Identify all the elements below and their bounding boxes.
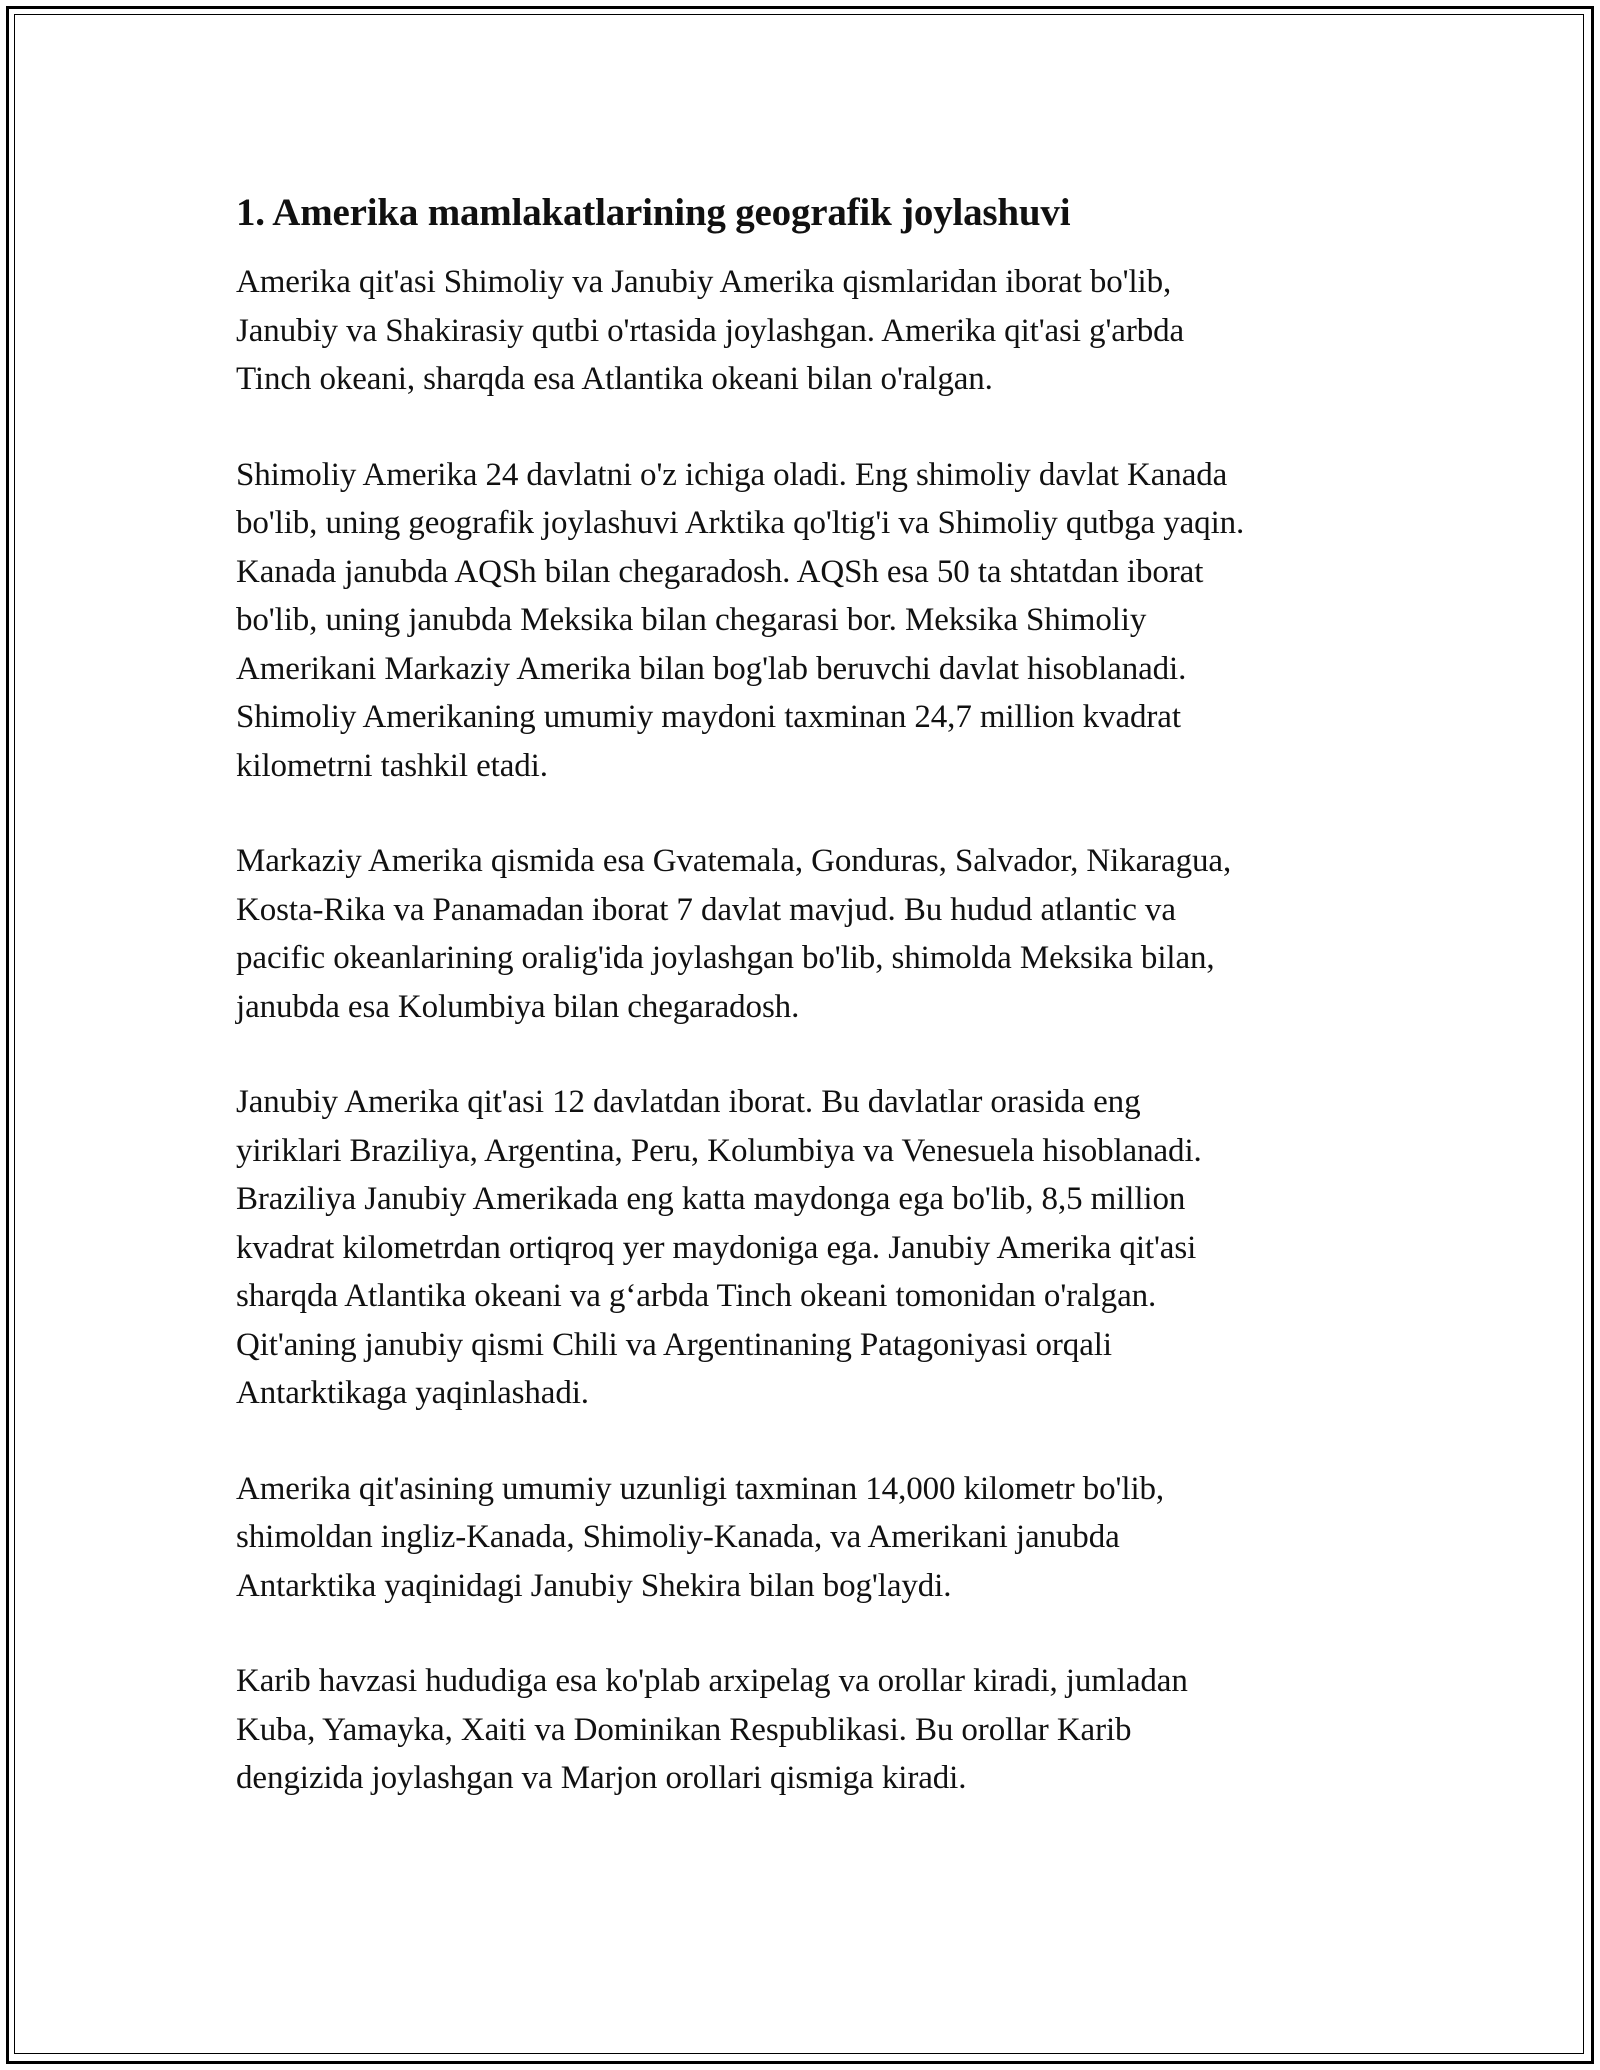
paragraph-south-america: Janubiy Amerika qit'asi 12 davlatdan iborat. Bu davlatlar orasida eng yiriklari Braziliya, Argentina, Peru, Kolumbiya va Venesuela hisoblanadi. Braziliya Janubiy Amerikada eng katta maydonga ega bo'lib, 8,5 million kvadrat kilometrdan ortiqroq yer maydoniga ega. Janubiy Amerika qit'asi sharqda Atlantika okeani va g‘arbda Tinch okeani tomonidan o'ralgan. Qit'aning janubiy qismi Chili va Argentinaning Patagoniyasi orqali Antarktikaga yaqinlashadi. <box>236 1084 1202 1411</box>
paragraph-north-america: Shimoliy Amerika 24 davlatni o'z ichiga oladi. Eng shimoliy davlat Kanada bo'lib, uning geografik joylashuvi Arktika qo'ltig'i va Shimoliy qutbga yaqin. Kanada janubda AQSh bilan chegaradosh. AQSh esa 50 ta shtatdan iborat bo'lib, uning janubda Meksika bilan chegarasi bor. Meksika Shimoliy Amerikani Markaziy Amerika bilan bog'lab beruvchi davlat hisoblanadi. Shimoliy Amerikaning umumiy maydoni taxminan 24,7 million kvadrat kilometrni tashkil etadi. <box>236 456 1245 784</box>
section-heading: 1. Amerika mamlakatlarining geografik joylashuvi <box>236 191 1071 234</box>
document-body <box>236 184 1386 1803</box>
paragraph-continent-length: Amerika qit'asining umumiy uzunligi taxminan 14,000 kilometr bo'lib, shimoldan ingliz-Kanada, Shimoliy-Kanada, va Amerikani janubda Antarktika yaqinidagi Janubiy Shekira bilan bog'laydi. <box>236 1470 1165 1604</box>
paragraph-overview: Amerika qit'asi Shimoliy va Janubiy Amerika qismlaridan iborat bo'lib, Janubiy va Shakirasiy qutbi o'rtasida joylashgan. Amerika qit'asi g'arbda Tinch okeani, sharqda esa Atlantika okeani bilan o'ralgan. <box>236 264 1185 397</box>
paragraph-caribbean: Karib havzasi hududiga esa ko'plab arxipelag va orollar kiradi, jumladan Kuba, Yamayka, Xaiti va Dominikan Respublikasi. Bu orollar Karib dengizida joylashgan va Marjon orollari qismiga kiradi. <box>236 1663 1188 1796</box>
paragraph-central-america: Markaziy Amerika qismida esa Gvatemala, Gonduras, Salvador, Nikaragua, Kosta-Rika va Panamadan iborat 7 davlat mavjud. Bu hudud atlantic va pacific okeanlarining oralig'ida joylashgan bo'lib, shimolda Meksika bilan, janubda esa Kolumbiya bilan chegaradosh. <box>236 843 1232 1025</box>
